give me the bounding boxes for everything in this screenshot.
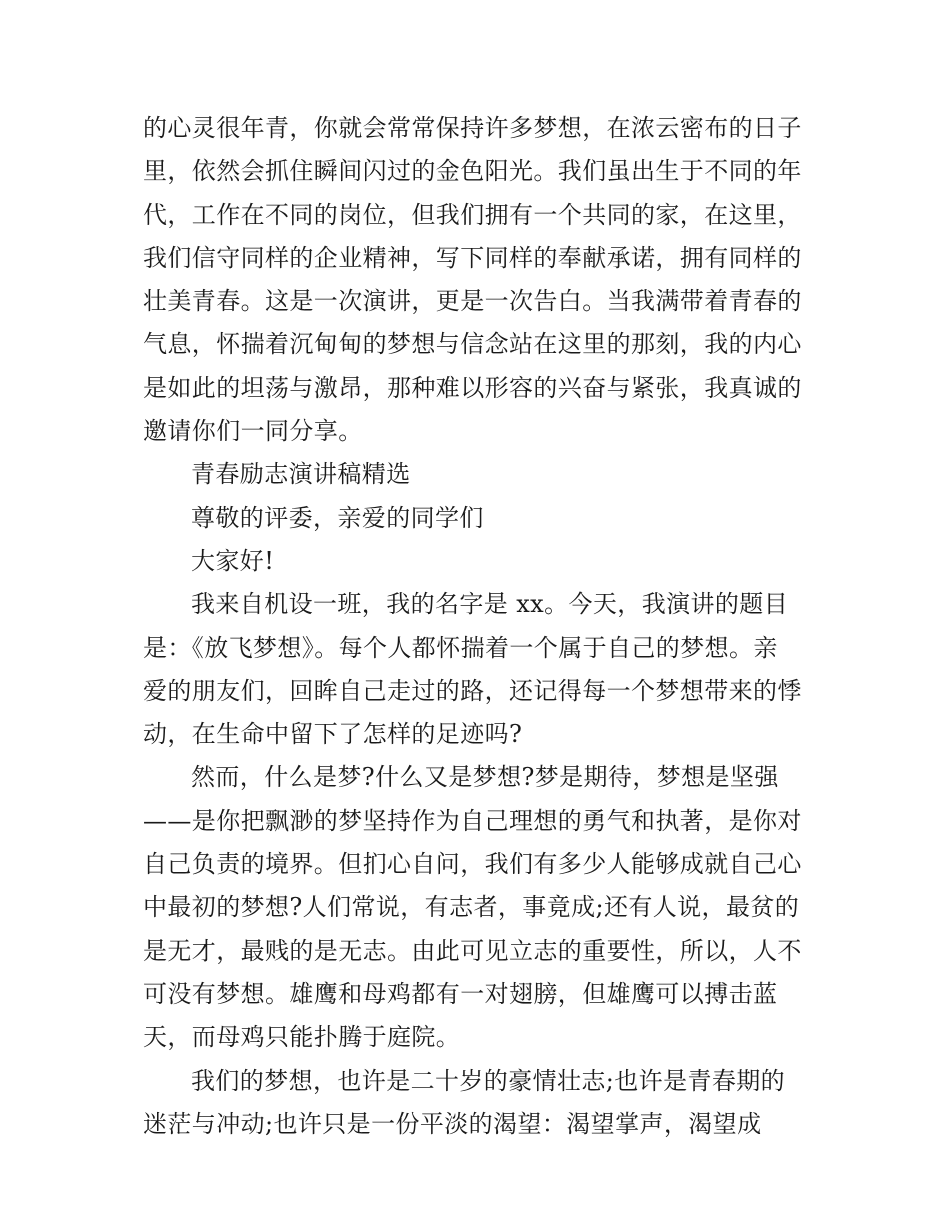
text-line: 代，工作在不同的岗位，但我们拥有一个共同的家，在这里，: [143, 200, 802, 229]
section-heading: 青春励志演讲稿精选: [191, 460, 411, 489]
text-line: 中最初的梦想?人们常说，有志者，事竟成;还有人说，最贫的: [143, 893, 800, 922]
text-line: 可没有梦想。雄鹰和母鸡都有一对翅膀，但雄鹰可以搏击蓝: [143, 979, 778, 1008]
text-line: 自己负责的境界。但扪心自问，我们有多少人能够成就自己心: [143, 850, 802, 879]
greeting: 大家好!: [191, 546, 275, 575]
text-line: 天，而母鸡只能扑腾于庭院。: [143, 1023, 461, 1052]
text-line: 我们的梦想，也许是二十岁的豪情壮志;也许是青春期的: [191, 1066, 786, 1095]
text-line: 然而，什么是梦?什么又是梦想?梦是期待，梦想是坚强: [191, 763, 779, 792]
text-line: 是如此的坦荡与激昂，那种难以形容的兴奋与紧张，我真诚的: [143, 373, 802, 402]
text-line: 是无才，最贱的是无志。由此可见立志的重要性，所以，人不: [143, 936, 802, 965]
text-line: 爱的朋友们，回眸自己走过的路，还记得每一个梦想带来的悸: [143, 676, 802, 705]
text-line: 邀请你们一同分享。: [143, 417, 363, 446]
text-line: 是：《放飞梦想》。每个人都怀揣着一个属于自己的梦想。亲: [143, 633, 778, 662]
document-body: [143, 107, 813, 1146]
text-line: 我来自机设一班，我的名字是 xx。今天，我演讲的题目: [191, 590, 789, 619]
text-line: 我们信守同样的企业精神，写下同样的奉献承诺，拥有同样的: [143, 243, 802, 272]
text-line: 里，依然会抓住瞬间闪过的金色阳光。我们虽出生于不同的年: [143, 157, 802, 186]
text-line: 壮美青春。这是一次演讲，更是一次告白。当我满带着青春的: [143, 287, 802, 316]
text-line: 的心灵很年青，你就会常常保持许多梦想，在浓云密布的日子: [143, 114, 802, 142]
text-line: 动，在生命中留下了怎样的足迹吗?: [143, 720, 523, 749]
text-line: 迷茫与冲动;也许只是一份平淡的渴望：渴望掌声，渴望成: [143, 1109, 762, 1138]
text-line: 气息，怀揣着沉甸甸的梦想与信念站在这里的那刻，我的内心: [143, 330, 802, 359]
salutation: 尊敬的评委，亲爱的同学们: [191, 503, 484, 532]
text-line: ——是你把飘渺的梦坚持作为自己理想的勇气和执著，是你对: [143, 806, 802, 835]
